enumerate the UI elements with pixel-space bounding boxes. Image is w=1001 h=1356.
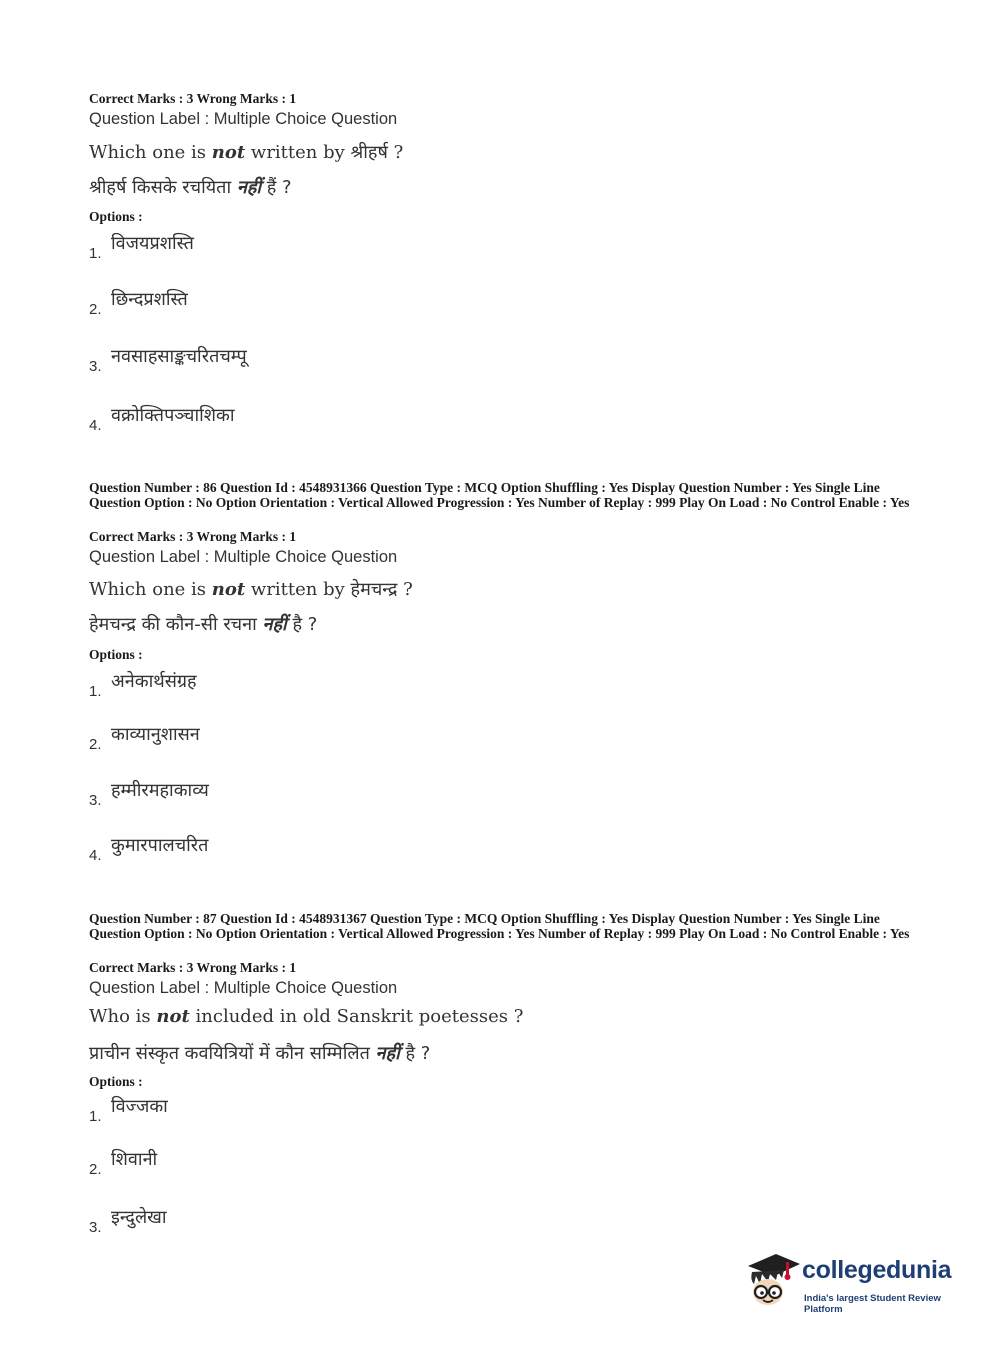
q86-en-post: written by हेमचन्द्र ? [245, 579, 413, 600]
q86-label: Question Label : Multiple Choice Question [89, 548, 398, 566]
logo-wordmark: collegedunia [802, 1256, 952, 1284]
option-text: विज्जका [111, 1096, 168, 1117]
q85-options-label: Options : [89, 209, 143, 224]
q85-option-2[interactable] [89, 287, 188, 318]
q86-option-1[interactable] [89, 669, 197, 700]
q86-option-4[interactable] [89, 833, 209, 864]
q86-options-label: Options : [89, 647, 143, 662]
q86-text-english [89, 577, 413, 601]
q85-marks: Correct Marks : 3 Wrong Marks : 1 [89, 91, 297, 106]
mascot-graduate-icon [742, 1250, 804, 1312]
q86-option-3[interactable] [89, 778, 209, 809]
q86-meta: Question Number : 86 Question Id : 4548931366 Question Type : MCQ Option Shuffling : Yes Display Question Number : Yes Single Line Question Option : No Option Orientation : Vertical Allowed Progression : Yes Number of Replay : 999 Play On Load : No Control Enable : Yes [89, 480, 910, 510]
q85-text-hindi [89, 175, 292, 199]
q87-hi-post: है ? [399, 1043, 431, 1064]
q86-marks: Correct Marks : 3 Wrong Marks : 1 [89, 529, 297, 544]
option-text: नवसाहसाङ्कचरितचम्पू [111, 346, 247, 367]
q85-en-post: written by श्रीहर्ष ? [245, 142, 404, 163]
q86-en-pre: Which one is [89, 579, 212, 600]
option-text: काव्यानुशासन [111, 724, 200, 745]
q85-option-1[interactable] [89, 231, 194, 262]
q85-hi-post: हैं ? [261, 177, 292, 198]
option-number: 3. [89, 1219, 102, 1236]
q86-text-hindi [89, 612, 317, 636]
q87-option-2[interactable] [89, 1147, 158, 1178]
option-text: हम्मीरमहाकाव्य [111, 780, 209, 801]
option-number: 1. [89, 245, 102, 262]
q87-hi-pre: प्राचीन संस्कृत कवयित्रियों में कौन सम्मिलित [89, 1043, 376, 1064]
option-text: वक्रोक्तिपञ्चाशिका [111, 405, 235, 426]
option-text: अनेकार्थसंग्रह [111, 671, 197, 692]
q87-hi-emphasis: नहीं [375, 1043, 400, 1064]
q85-hi-pre: श्रीहर्ष किसके रचयिता [89, 177, 237, 198]
option-number: 4. [89, 847, 102, 864]
q86-hi-post: है ? [286, 614, 318, 635]
q87-en-post: included in old Sanskrit poetesses ? [189, 1006, 524, 1027]
q87-en-emphasis: not [156, 1006, 190, 1027]
option-number: 3. [89, 358, 102, 375]
q86-hi-emphasis: नहीं [262, 614, 287, 635]
q86-en-emphasis: not [211, 579, 246, 600]
option-text: छिन्दप्रशस्ति [111, 289, 188, 310]
option-number: 2. [89, 301, 102, 318]
option-number: 1. [89, 683, 102, 700]
q85-option-4[interactable] [89, 403, 235, 434]
q85-text-english [89, 140, 403, 164]
q87-option-1[interactable] [89, 1094, 168, 1125]
option-number: 2. [89, 736, 102, 753]
q87-options-label: Options : [89, 1074, 143, 1089]
option-number: 3. [89, 792, 102, 809]
q87-meta: Question Number : 87 Question Id : 4548931367 Question Type : MCQ Option Shuffling : Yes Display Question Number : Yes Single Line Question Option : No Option Orientation : Vertical Allowed Progression : Yes Number of Replay : 999 Play On Load : No Control Enable : Yes [89, 911, 910, 941]
q87-marks: Correct Marks : 3 Wrong Marks : 1 [89, 960, 297, 975]
option-text: कुमारपालचरित [111, 835, 209, 856]
q86-hi-pre: हेमचन्द्र की कौन-सी रचना [89, 614, 263, 635]
q85-en-emphasis: not [211, 142, 246, 163]
logo-tagline: India's largest Student Review Platform [804, 1293, 941, 1315]
option-number: 4. [89, 417, 102, 434]
option-number: 1. [89, 1108, 102, 1125]
option-text: इन्दुलेखा [111, 1207, 167, 1228]
collegedunia-logo[interactable] [742, 1250, 972, 1315]
option-number: 2. [89, 1161, 102, 1178]
option-text: विजयप्रशस्ति [111, 233, 194, 254]
option-text: शिवानी [111, 1149, 158, 1170]
q87-text-hindi [89, 1041, 430, 1065]
q85-option-3[interactable] [89, 344, 247, 375]
q87-en-pre: Who is [89, 1006, 157, 1027]
q85-label: Question Label : Multiple Choice Question [89, 110, 398, 128]
q85-en-pre: Which one is [89, 142, 212, 163]
q87-label: Question Label : Multiple Choice Question [89, 979, 398, 997]
q86-option-2[interactable] [89, 722, 200, 753]
q85-hi-emphasis: नहीं [236, 177, 262, 198]
q87-option-3[interactable] [89, 1205, 167, 1236]
q87-text-english [89, 1006, 523, 1027]
